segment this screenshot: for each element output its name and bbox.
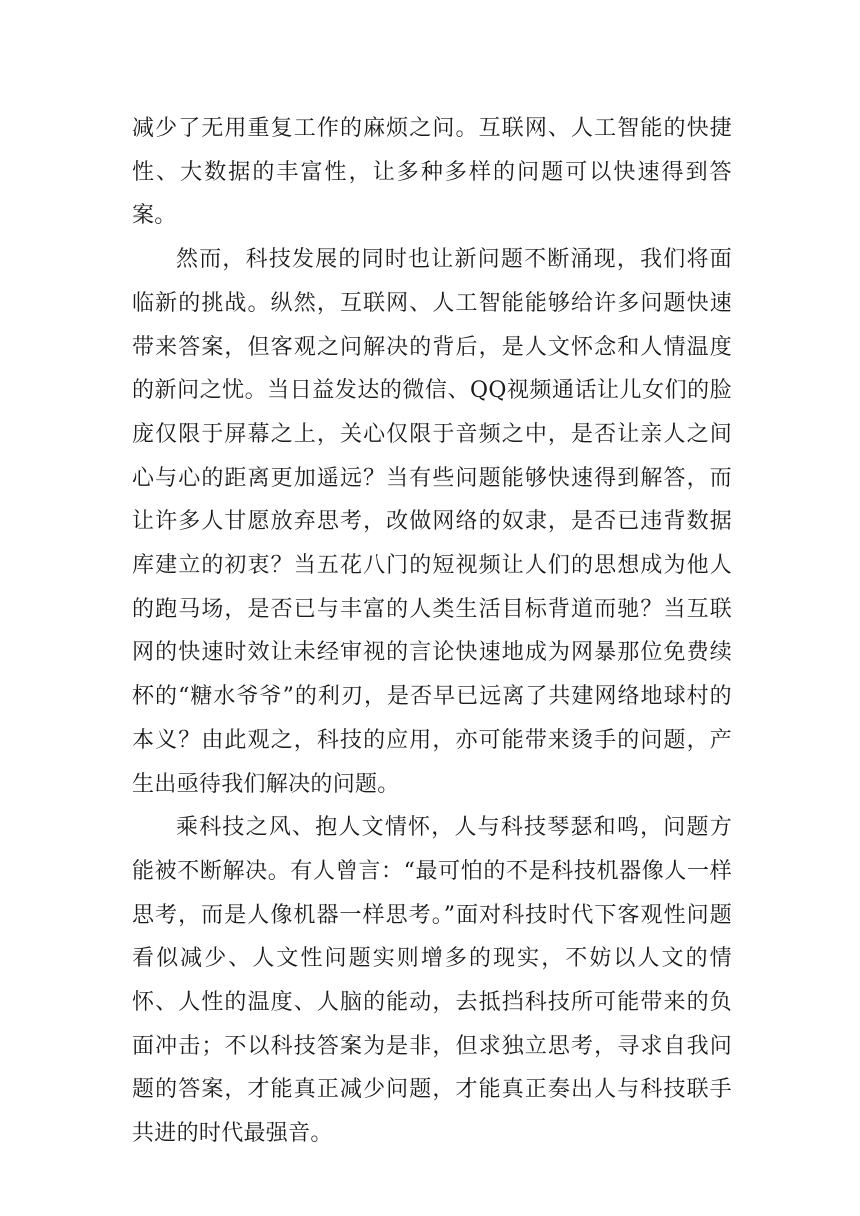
document-body: [132, 107, 732, 1156]
paragraph-1: 减少了无用重复工作的麻烦之问。互联网、人工智能的快捷性、大数据的丰富性，让多种多样的问题可以快速得到答案。: [132, 116, 732, 229]
paragraph-2: 然而，科技发展的同时也让新问题不断涌现，我们将面临新的挑战。纵然，互联网、人工智能能够给许多问题快速带来答案，但客观之问解决的背后，是人文怀念和人情温度的新问之忧。当日益发达的微信、QQ视频通话让儿女们的脸庞仅限于屏幕之上，关心仅限于音频之中，是否让亲人之间心与心的距离更加遥远？当有些问题能够快速得到解答，而让许多人甘愿放弃思考，改做网络的奴隶，是否已违背数据库建立的初衷？当五花八门的短视频让人们的思想成为他人的跑马场，是否已与丰富的人类生活目标背道而驰？当互联网的快速时效让未经审视的言论快速地成为网暴那位免费续杯的“糖水爷爷”的利刃，是否早已远离了共建网络地球村的本义？由此观之，科技的应用，亦可能带来烫手的问题，产生出亟待我们解决的问题。: [132, 247, 732, 797]
paragraph-3: 乘科技之风、抱人文情怀，人与科技琴瑟和鸣，问题方能被不断解决。有人曾言：“最可怕的不是科技机器像人一样思考，而是人像机器一样思考。”面对科技时代下客观性问题看似减少、人文性问题实则增多的现实，不妨以人文的情怀、人性的温度、人脑的能动，去抵挡科技所可能带来的负面冲击；不以科技答案为是非，但求独立思考，寻求自我问题的答案，才能真正减少问题，才能真正奏出人与科技联手共进的时代最强音。: [132, 815, 732, 1147]
